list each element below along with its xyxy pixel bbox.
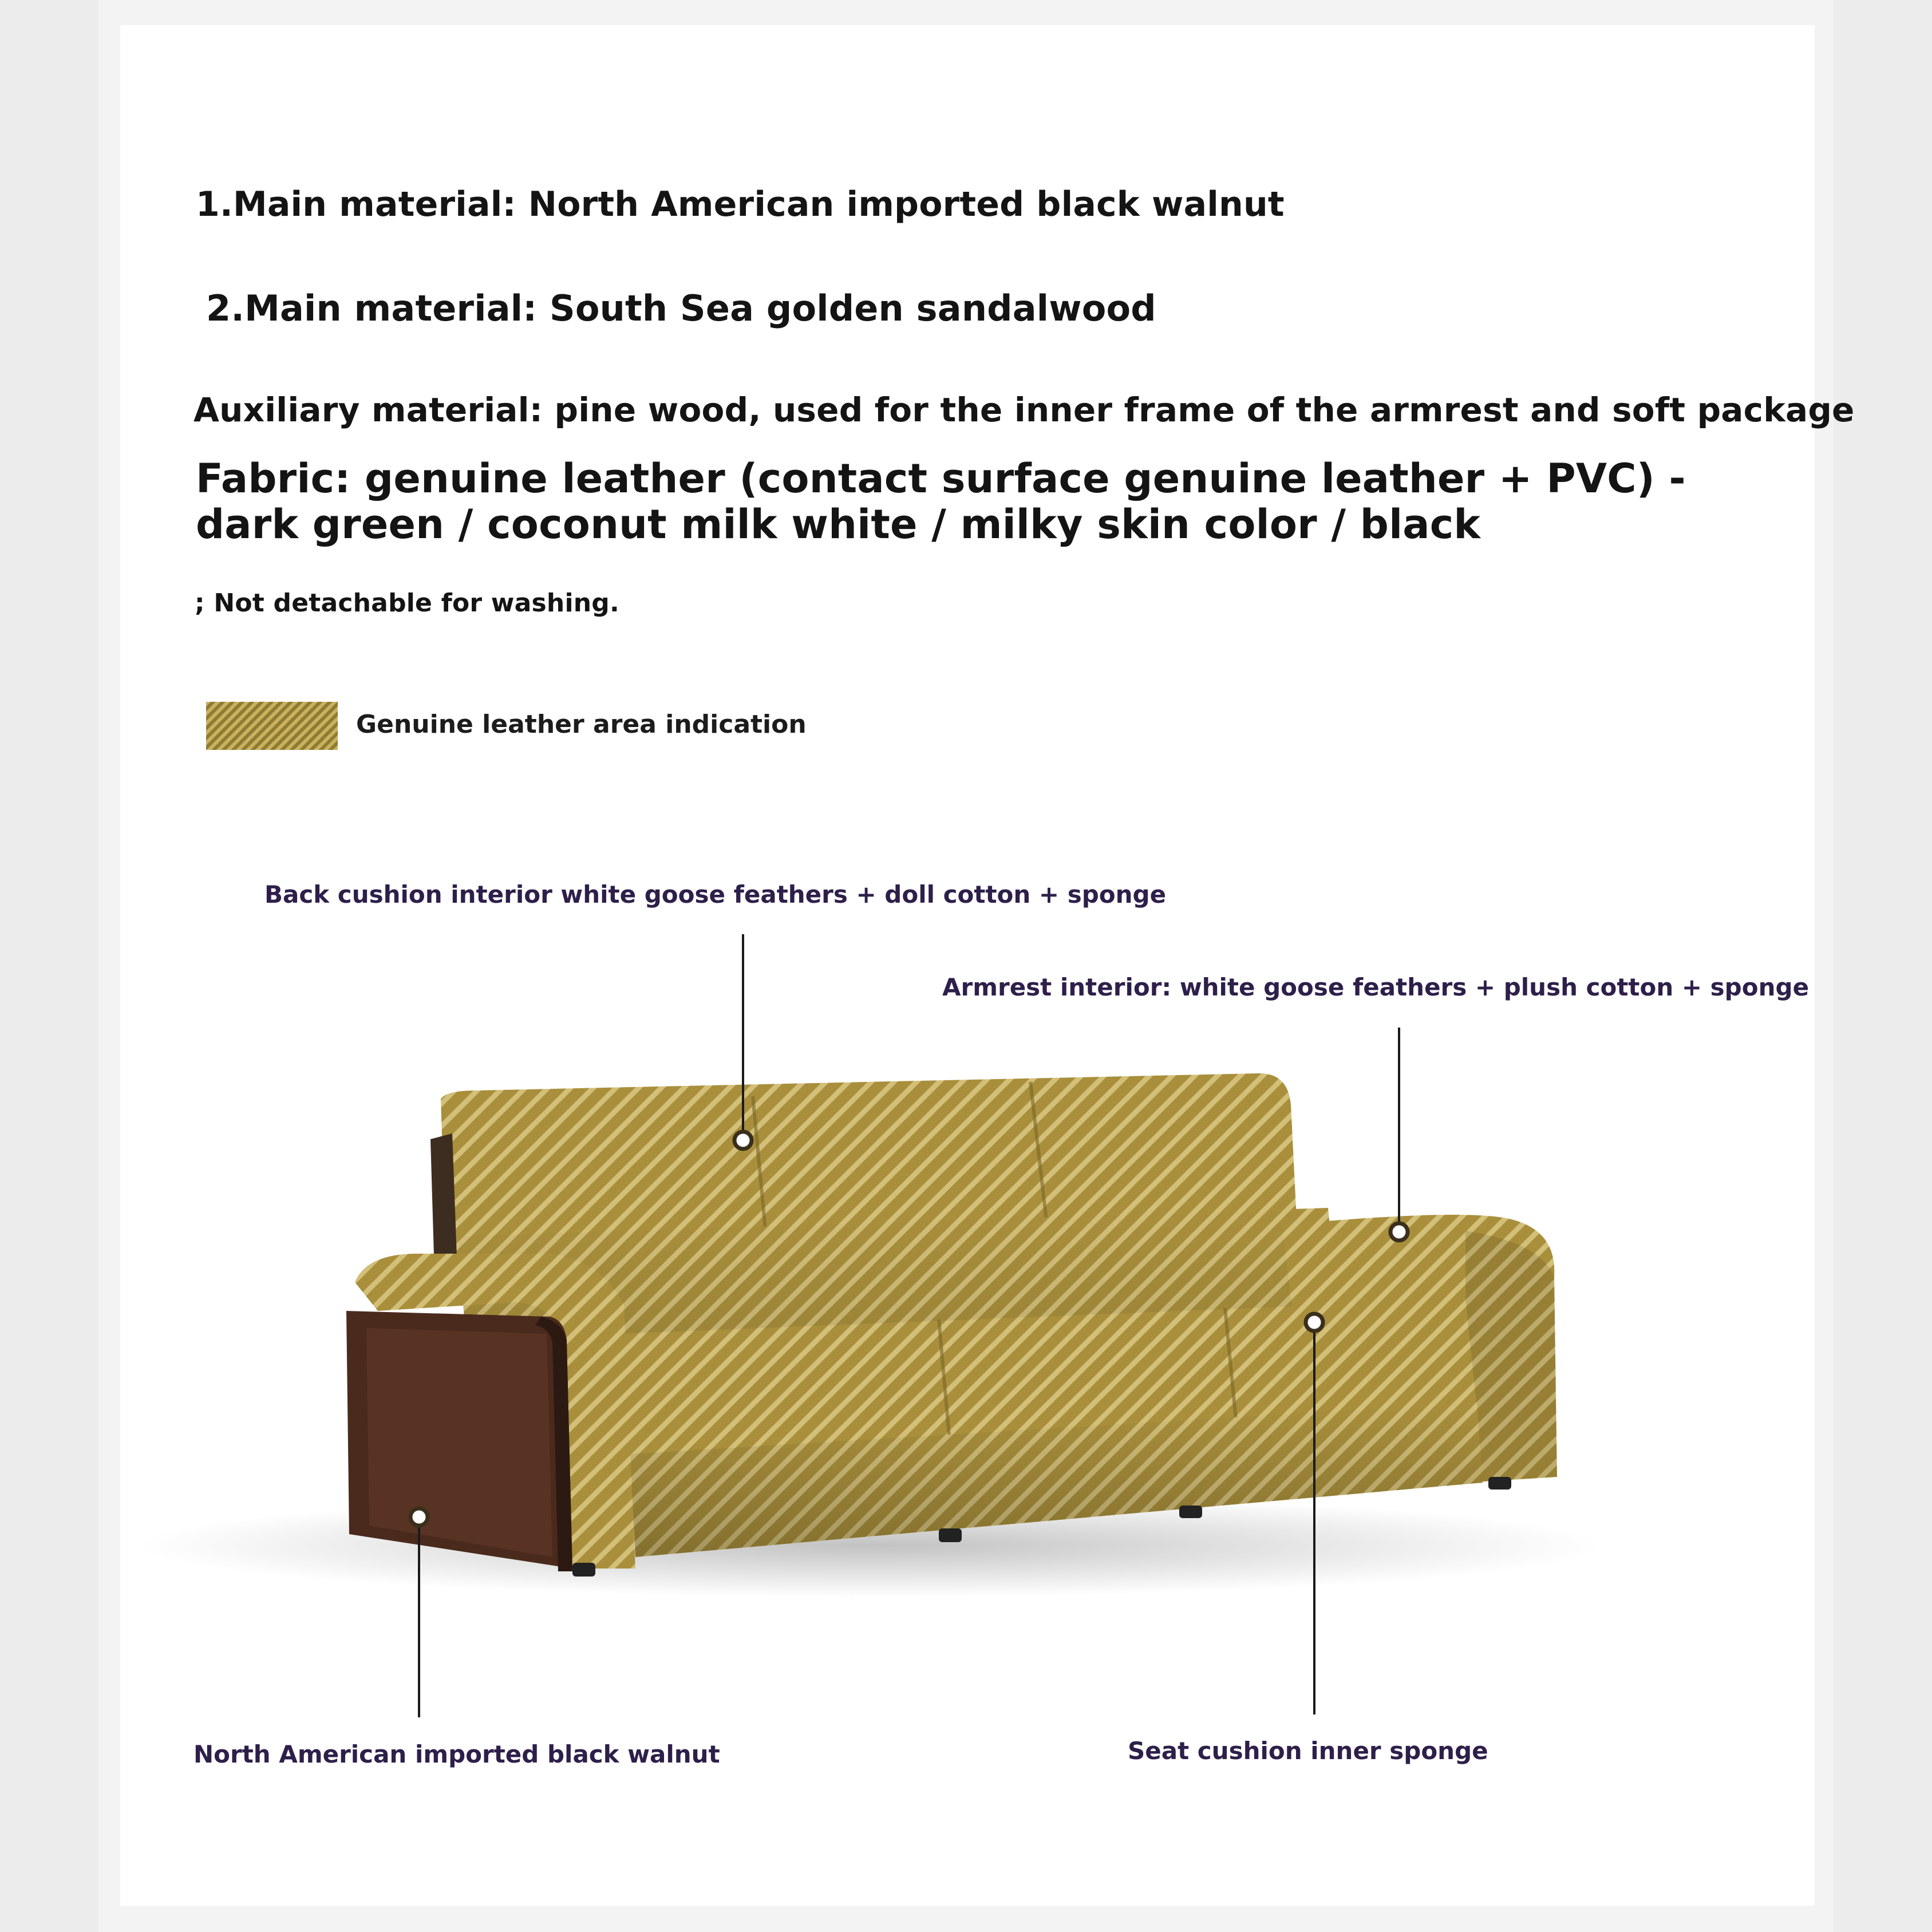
back-cushion-marker (734, 1132, 752, 1149)
spec-fabric: Fabric: genuine leather (contact surface genuine leather + PVC) - dark green / coconut milk white / milky skin color / black (196, 455, 1686, 548)
sofa-foot (1488, 1477, 1511, 1490)
armrest-marker (1390, 1223, 1408, 1240)
callout-armrest: Armrest interior: white goose feathers + plush cotton + sponge (942, 973, 1809, 1001)
callout-seat-cushion: Seat cushion inner sponge (1128, 1737, 1488, 1765)
walnut-marker (410, 1508, 428, 1526)
spec-washing-note: ; Not detachable for washing. (195, 588, 619, 618)
spec-auxiliary-material: Auxiliary material: pine wood, used for the inner frame of the armrest and soft package (193, 390, 1855, 429)
sofa-foot (939, 1528, 962, 1542)
callout-walnut: North American imported black walnut (193, 1740, 720, 1768)
spec-main-material-2: 2.Main material: South Sea golden sandalwood (206, 287, 1156, 329)
spec-main-material-1: 1.Main material: North American imported black walnut (196, 184, 1285, 224)
sofa-foot (1179, 1506, 1202, 1518)
seat-cushion-marker (1306, 1314, 1323, 1331)
callout-back-cushion: Back cushion interior white goose feathers + doll cotton + sponge (264, 880, 1167, 908)
legend-label: Genuine leather area indication (356, 710, 807, 739)
sofa-foot (572, 1563, 595, 1577)
